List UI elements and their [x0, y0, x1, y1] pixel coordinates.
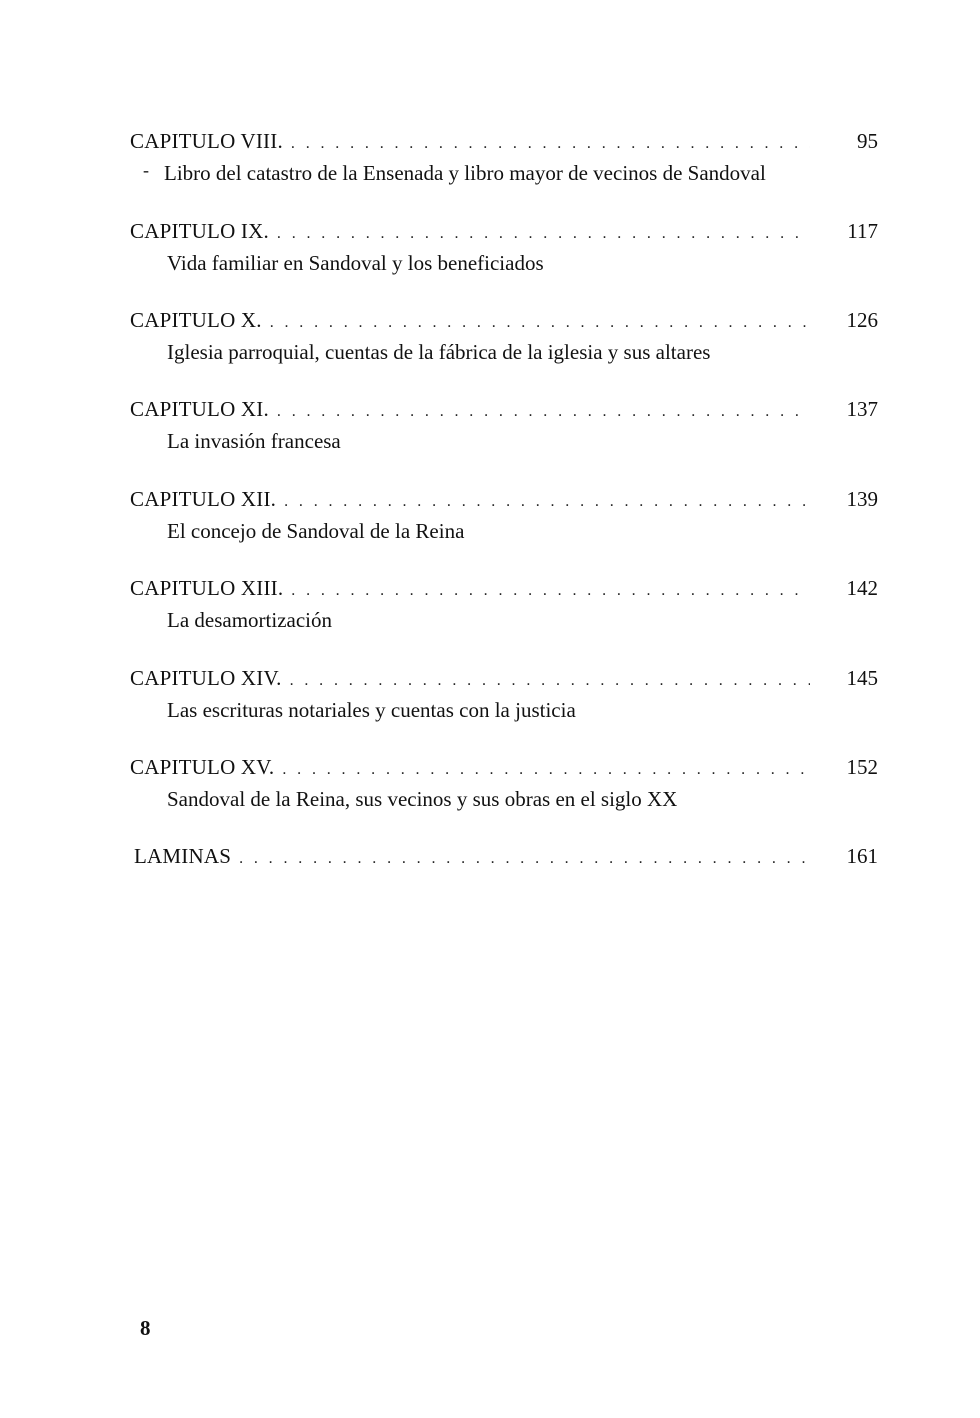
- dot-leader: [291, 576, 810, 606]
- dot-leader: [239, 844, 810, 874]
- chapter-label: CAPITULO IX.: [130, 219, 269, 243]
- toc-entry-title-line: [130, 752, 810, 782]
- toc-entry-laminas: [0, 841, 980, 921]
- chapter-label: CAPITULO VIII.: [130, 129, 283, 153]
- chapter-label: LAMINAS: [134, 844, 232, 868]
- toc-entry-title-line: [130, 663, 810, 693]
- chapter-label: CAPITULO XIII.: [130, 576, 284, 600]
- toc-entry-capitulo-xiii: [0, 573, 980, 653]
- chapter-page-number: 161: [846, 844, 878, 868]
- page-number: 8: [140, 1316, 151, 1340]
- chapter-page-number: 137: [846, 397, 878, 421]
- chapter-subtitle: Sandoval de la Reina, sus vecinos y sus obras en el siglo XX: [167, 787, 678, 811]
- toc-entry-capitulo-xiv: [0, 663, 980, 743]
- chapter-page-number: 95: [857, 129, 878, 153]
- toc-entry-title-line: [130, 126, 810, 156]
- chapter-subtitle: Iglesia parroquial, cuentas de la fábrica de la iglesia y sus altares: [167, 340, 711, 364]
- toc-entry-title-line: [134, 841, 810, 871]
- chapter-page-number: 117: [847, 219, 878, 243]
- chapter-page-number: 152: [846, 755, 878, 779]
- stray-mark: ‑: [143, 160, 149, 180]
- chapter-page-number: 139: [846, 487, 878, 511]
- chapter-label: CAPITULO XII.: [130, 487, 277, 511]
- chapter-label: CAPITULO XV.: [130, 755, 275, 779]
- chapter-subtitle: La invasión francesa: [167, 429, 341, 453]
- chapter-page-number: 145: [846, 666, 878, 690]
- toc-entry-capitulo-ix: [0, 216, 980, 296]
- chapter-subtitle: El concejo de Sandoval de la Reina: [167, 519, 465, 543]
- chapter-subtitle: Las escrituras notariales y cuentas con la justicia: [167, 698, 576, 722]
- toc-entry-title-line: [130, 484, 810, 514]
- dot-leader: [270, 308, 810, 338]
- toc-entry-capitulo-x: [0, 305, 980, 385]
- chapter-page-number: 126: [846, 308, 878, 332]
- chapter-label: CAPITULO X.: [130, 308, 262, 332]
- dot-leader: [282, 755, 810, 785]
- toc-entry-capitulo-xv: [0, 752, 980, 832]
- chapter-label: CAPITULO XIV.: [130, 666, 282, 690]
- chapter-subtitle: Vida familiar en Sandoval y los beneficiados: [167, 251, 544, 275]
- toc-entry-capitulo-xi: [0, 394, 980, 474]
- dot-leader: [291, 129, 810, 159]
- toc-entry-capitulo-viii: [0, 126, 980, 206]
- chapter-subtitle: Libro del catastro de la Ensenada y libro mayor de vecinos de Sandoval: [164, 161, 766, 185]
- toc-entry-title-line: [130, 305, 810, 335]
- dot-leader: [290, 666, 810, 696]
- chapter-label: CAPITULO XI.: [130, 397, 269, 421]
- toc-entry-title-line: [130, 394, 810, 424]
- chapter-page-number: 142: [846, 576, 878, 600]
- dot-leader: [277, 219, 810, 249]
- toc-entry-title-line: [130, 573, 810, 603]
- chapter-subtitle: La desamortización: [167, 608, 333, 632]
- dot-leader: [277, 397, 810, 427]
- toc-entry-capitulo-xii: [0, 484, 980, 564]
- toc-entry-title-line: [130, 216, 810, 246]
- dot-leader: [284, 487, 810, 517]
